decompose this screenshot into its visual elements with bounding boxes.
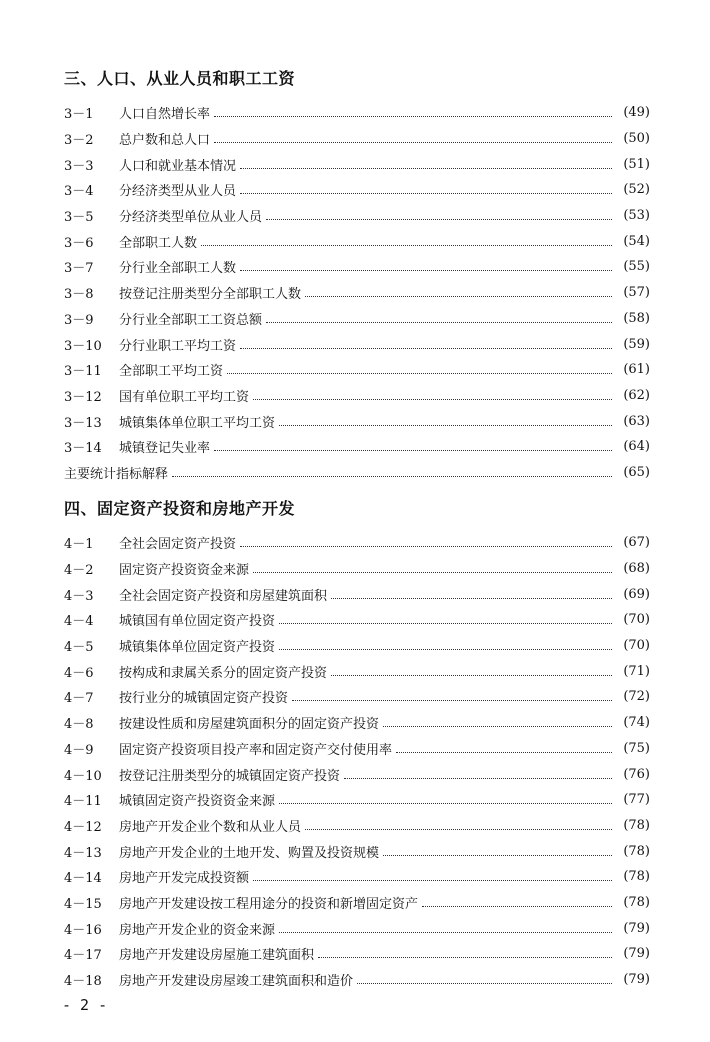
item-title: 按构成和隶属关系分的固定资产投资	[119, 665, 328, 681]
item-number: 4－4	[64, 614, 94, 630]
dot-leader	[422, 906, 612, 907]
item-title: 固定资产投资项目投产率和固定资产交付使用率	[119, 742, 393, 758]
page-number: - 2 -	[62, 996, 108, 1014]
item-title: 城镇集体单位固定资产投资	[119, 640, 276, 656]
item-number: 4－12	[64, 819, 102, 835]
item-title: 按行业分的城镇固定资产投资	[119, 691, 289, 707]
item-number: 4－10	[64, 768, 102, 784]
toc-row[interactable]	[64, 383, 650, 409]
item-page: (58)	[623, 310, 650, 326]
item-page: (61)	[623, 362, 650, 378]
item-title: 房地产开发建设按工程用途分的投资和新增固定资产	[119, 896, 419, 912]
item-number: 3－8	[64, 287, 94, 303]
toc-row[interactable]	[64, 813, 650, 839]
item-title: 房地产开发企业个数和从业人员	[119, 819, 302, 835]
item-page: (49)	[623, 105, 650, 121]
dot-leader	[396, 752, 612, 753]
dot-leader	[279, 649, 612, 650]
toc-row[interactable]	[64, 306, 650, 332]
item-number: 4－2	[64, 563, 94, 579]
item-page: (54)	[623, 233, 650, 249]
dot-leader	[292, 700, 612, 701]
item-title: 人口自然增长率	[119, 107, 211, 123]
item-title: 分行业职工平均工资	[119, 338, 237, 354]
item-title: 按登记注册类型分全部职工人数	[119, 287, 302, 303]
item-page: (69)	[623, 586, 650, 602]
item-number: 3－14	[64, 441, 102, 457]
dot-leader	[344, 778, 612, 779]
item-number: 3－11	[64, 364, 102, 380]
item-title: 人口和就业基本情况	[119, 158, 237, 174]
dot-leader	[383, 855, 612, 856]
toc-row[interactable]	[64, 684, 650, 710]
toc-list-population	[64, 100, 650, 485]
item-title: 房地产开发企业的土地开发、购置及投资规模	[119, 845, 380, 861]
dot-leader	[266, 219, 612, 220]
item-number: 4－13	[64, 845, 102, 861]
item-number: 4－17	[64, 948, 102, 964]
item-title: 房地产开发建设房屋竣工建筑面积和造价	[119, 974, 354, 990]
toc-row[interactable]	[64, 710, 650, 736]
item-title: 按登记注册类型分的城镇固定资产投资	[119, 768, 341, 784]
dot-leader	[318, 957, 612, 958]
item-page: (72)	[623, 689, 650, 705]
item-number: 4－9	[64, 742, 94, 758]
toc-row[interactable]	[64, 864, 650, 890]
toc-row[interactable]	[64, 838, 650, 864]
item-page: (68)	[623, 561, 650, 577]
item-number: 3－6	[64, 235, 94, 251]
toc-row[interactable]	[64, 151, 650, 177]
item-page: (79)	[623, 946, 650, 962]
toc-row[interactable]	[64, 607, 650, 633]
toc-row[interactable]	[64, 915, 650, 941]
dot-leader	[331, 598, 612, 599]
item-number: 3－7	[64, 261, 94, 277]
dot-leader	[240, 270, 612, 271]
item-title: 全部职工人数	[119, 235, 198, 251]
item-title: 房地产开发完成投资额	[119, 871, 250, 887]
toc-row[interactable]	[64, 556, 650, 582]
item-number: 3－12	[64, 389, 102, 405]
toc-row[interactable]	[64, 736, 650, 762]
item-title: 房地产开发建设房屋施工建筑面积	[119, 948, 315, 964]
item-number: 4－11	[64, 794, 102, 810]
item-number: 4－3	[64, 588, 94, 604]
item-title: 城镇国有单位固定资产投资	[119, 614, 276, 630]
item-title: 分行业全部职工人数	[119, 261, 237, 277]
item-page: (75)	[623, 740, 650, 756]
dot-leader	[279, 932, 612, 933]
dot-leader	[357, 983, 612, 984]
toc-row[interactable]	[64, 100, 650, 126]
item-number: 4－6	[64, 665, 94, 681]
item-page: (50)	[623, 131, 650, 147]
toc-row[interactable]	[64, 967, 650, 993]
item-number: 3－10	[64, 338, 102, 354]
item-title: 分经济类型从业人员	[119, 184, 237, 200]
item-page: (52)	[623, 182, 650, 198]
item-title: 国有单位职工平均工资	[119, 389, 250, 405]
toc-row[interactable]	[64, 434, 650, 460]
toc-row[interactable]	[64, 408, 650, 434]
item-page: (77)	[623, 792, 650, 808]
dot-leader	[331, 675, 612, 676]
dot-leader	[279, 623, 612, 624]
item-number: 3－1	[64, 107, 94, 123]
dot-leader	[240, 168, 612, 169]
item-title: 总户数和总人口	[119, 133, 211, 149]
dot-leader	[214, 116, 612, 117]
item-title: 房地产开发企业的资金来源	[119, 922, 276, 938]
item-title: 按建设性质和房屋建筑面积分的固定资产投资	[119, 717, 380, 733]
item-number: 4－7	[64, 691, 94, 707]
toc-row[interactable]	[64, 203, 650, 229]
toc-row[interactable]	[64, 761, 650, 787]
item-title: 全社会固定资产投资和房屋建筑面积	[119, 588, 328, 604]
dot-leader	[383, 726, 612, 727]
item-title: 城镇固定资产投资资金来源	[119, 794, 276, 810]
item-page: (67)	[623, 535, 650, 551]
toc-row[interactable]	[64, 941, 650, 967]
item-number: 4－14	[64, 871, 102, 887]
toc-row[interactable]	[64, 331, 650, 357]
item-page: (79)	[623, 920, 650, 936]
toc-row[interactable]	[64, 530, 650, 556]
toc-row[interactable]	[64, 581, 650, 607]
item-number: 4－5	[64, 640, 94, 656]
dot-leader	[279, 425, 612, 426]
item-title: 分行业全部职工工资总额	[119, 312, 263, 328]
dot-leader	[305, 829, 612, 830]
toc-row[interactable]	[64, 890, 650, 916]
item-page: (78)	[623, 843, 650, 859]
item-page: (70)	[623, 638, 650, 654]
item-page: (78)	[623, 869, 650, 885]
item-number: 3－9	[64, 312, 94, 328]
item-page: (78)	[623, 894, 650, 910]
item-page: (55)	[623, 259, 650, 275]
toc-row[interactable]	[64, 126, 650, 152]
toc-row[interactable]	[64, 280, 650, 306]
item-page: (71)	[623, 663, 650, 679]
toc-list-investment	[64, 530, 650, 992]
toc-row[interactable]	[64, 460, 650, 486]
item-number: 3－2	[64, 133, 94, 149]
item-page: (78)	[623, 817, 650, 833]
item-title: 城镇登记失业率	[119, 441, 211, 457]
item-page: (70)	[623, 612, 650, 628]
toc-row[interactable]	[64, 177, 650, 203]
section-title-investment: 四、固定资产投资和房地产开发	[64, 499, 296, 518]
item-number: 3－5	[64, 210, 94, 226]
item-number: 4－8	[64, 717, 94, 733]
item-page: (79)	[623, 972, 650, 988]
dot-leader	[253, 399, 612, 400]
item-page: (63)	[623, 413, 650, 429]
toc-row[interactable]	[64, 254, 650, 280]
dot-leader	[227, 373, 612, 374]
dot-leader	[214, 450, 612, 451]
dot-leader	[240, 193, 612, 194]
item-number: 4－1	[64, 537, 94, 553]
item-number: 4－18	[64, 974, 102, 990]
item-page: (64)	[623, 439, 650, 455]
item-title: 全社会固定资产投资	[119, 537, 237, 553]
toc-row[interactable]	[64, 228, 650, 254]
dot-leader	[240, 546, 612, 547]
item-number: 4－15	[64, 896, 102, 912]
dot-leader	[279, 803, 612, 804]
dot-leader	[253, 572, 612, 573]
item-title: 全部职工平均工资	[119, 364, 224, 380]
dot-leader	[240, 348, 612, 349]
item-page: (57)	[623, 285, 650, 301]
item-page: (53)	[623, 208, 650, 224]
item-title: 主要统计指标解释	[64, 466, 169, 482]
item-title: 城镇集体单位职工平均工资	[119, 415, 276, 431]
item-page: (76)	[623, 766, 650, 782]
dot-leader	[305, 296, 612, 297]
dot-leader	[266, 322, 612, 323]
item-page: (59)	[623, 336, 650, 352]
item-title: 固定资产投资资金来源	[119, 563, 250, 579]
item-number: 3－13	[64, 415, 102, 431]
item-number: 3－4	[64, 184, 94, 200]
dot-leader	[201, 245, 612, 246]
toc-row[interactable]	[64, 658, 650, 684]
item-number: 4－16	[64, 922, 102, 938]
dot-leader	[214, 142, 612, 143]
item-number: 3－3	[64, 158, 94, 174]
item-page: (74)	[623, 715, 650, 731]
toc-row[interactable]	[64, 787, 650, 813]
item-page: (62)	[623, 387, 650, 403]
item-page: (65)	[623, 464, 650, 480]
dot-leader	[172, 476, 612, 477]
toc-row[interactable]	[64, 357, 650, 383]
item-page: (51)	[623, 156, 650, 172]
item-title: 分经济类型单位从业人员	[119, 210, 263, 226]
section-title-population: 三、人口、从业人员和职工工资	[64, 69, 296, 88]
toc-row[interactable]	[64, 633, 650, 659]
dot-leader	[253, 880, 612, 881]
